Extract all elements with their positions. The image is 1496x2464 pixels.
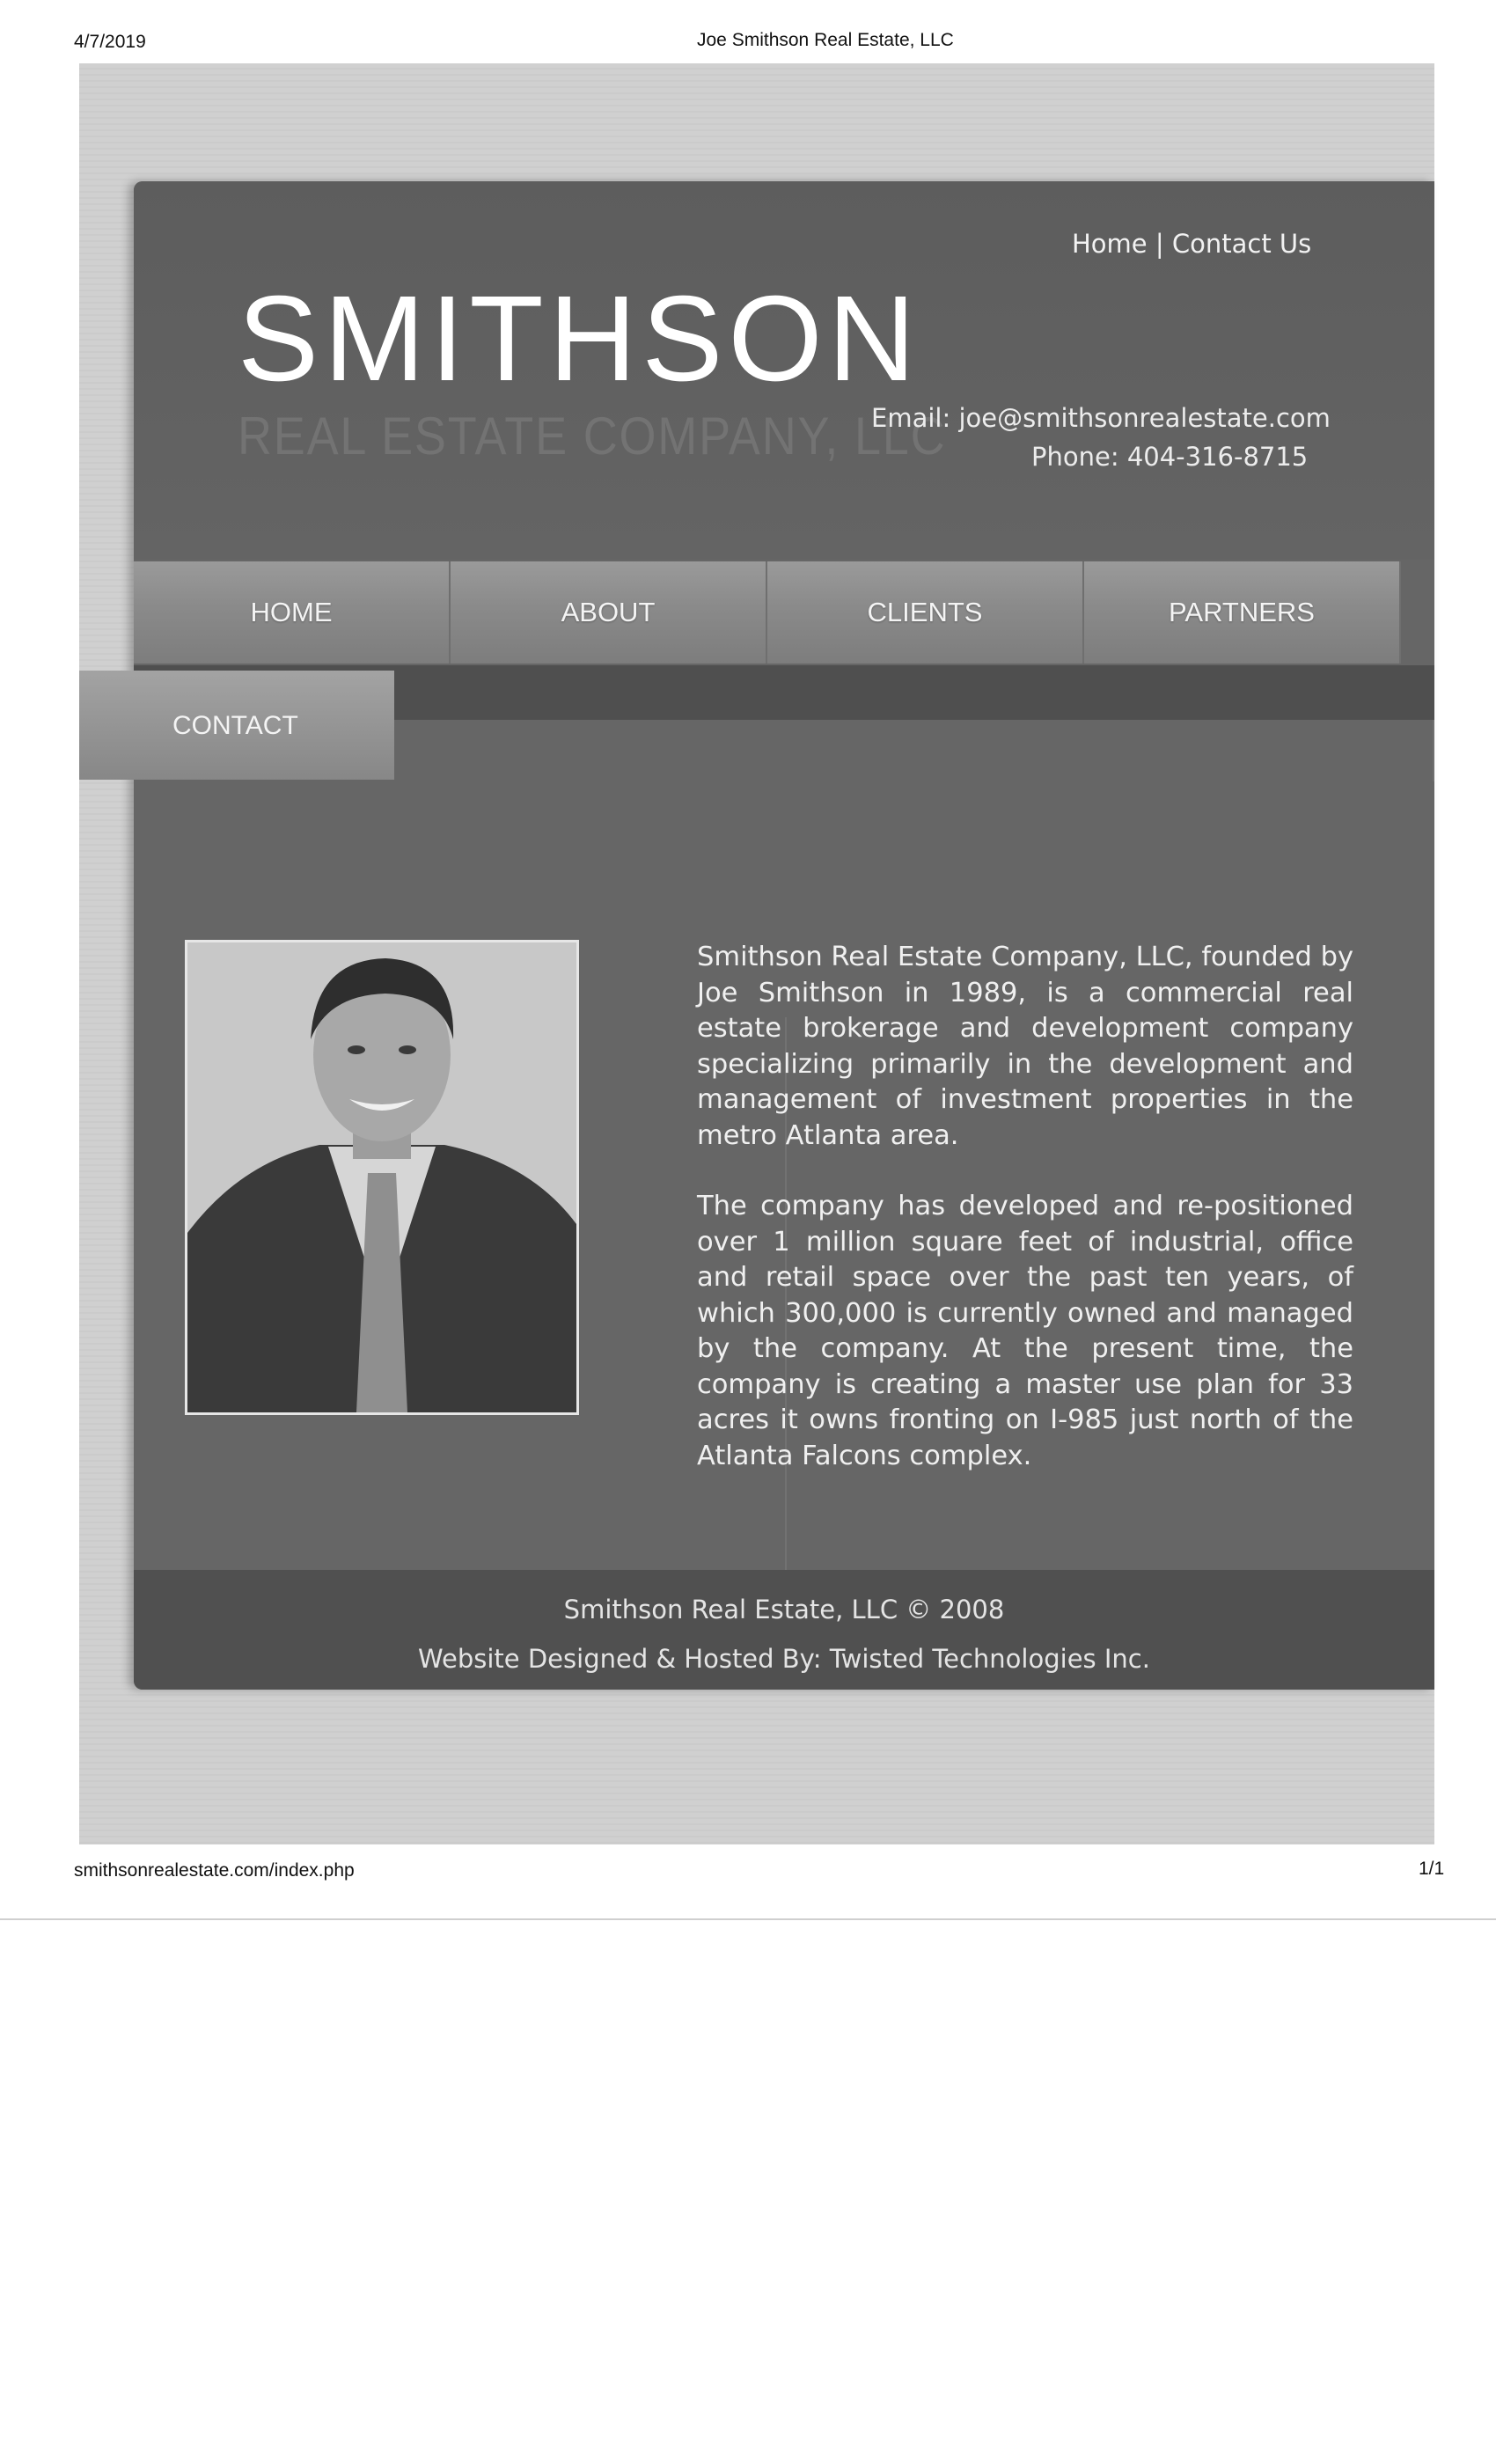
nav-about[interactable]: ABOUT [451, 561, 767, 664]
portrait-image [187, 942, 576, 1412]
page-divider [0, 1918, 1496, 1920]
footer-credit: Website Designed & Hosted By: Twisted Technologies Inc. [418, 1644, 1150, 1674]
nav-clients[interactable]: CLIENTS [767, 561, 1084, 664]
top-link-home[interactable]: Home [1072, 229, 1148, 259]
logo-title: SMITHSON [238, 271, 921, 407]
contact-phone: Phone: 404-316-8715 [1031, 442, 1309, 472]
nav-contact[interactable]: CONTACT [79, 671, 394, 780]
print-url: smithsonrealestate.com/index.php [74, 1860, 355, 1881]
top-link-separator: | [1155, 229, 1164, 259]
portrait-photo [185, 940, 579, 1415]
footer-copyright: Smithson Real Estate, LLC © 2008 [563, 1595, 1005, 1624]
contact-email[interactable]: Email: joe@smithsonrealestate.com [871, 403, 1331, 433]
about-paragraph: The company has developed and re-positioned over 1 million square feet of industrial, office and retail space over the past ten years, of which 300,000 is currently owned and managed by the company. At the present time, the company is creating a master use plan for 33 acres it owns fronting on I-985 just north of the Atlanta Falcons complex. [697, 1191, 1353, 1471]
top-links [1072, 229, 1311, 259]
logo-subtitle: REAL ESTATE COMPANY, LLC [238, 407, 947, 466]
nav-partners[interactable]: PARTNERS [1084, 561, 1401, 664]
print-date: 4/7/2019 [74, 32, 146, 52]
nav-home[interactable]: HOME [134, 561, 451, 664]
site-header [134, 181, 1434, 560]
main-nav [134, 561, 1401, 664]
print-page-title: Joe Smithson Real Estate, LLC [697, 30, 954, 50]
about-text [697, 940, 1353, 1509]
about-paragraph: Smithson Real Estate Company, LLC, founded by Joe Smithson in 1989, is a commercial real estate brokerage and development company specializing primarily in the development and management of investment properties in the metro Atlanta area. [697, 942, 1353, 1151]
print-page-number: 1/1 [1419, 1859, 1445, 1879]
top-link-contact-us[interactable]: Contact Us [1171, 229, 1312, 259]
site-footer [134, 1570, 1434, 1690]
